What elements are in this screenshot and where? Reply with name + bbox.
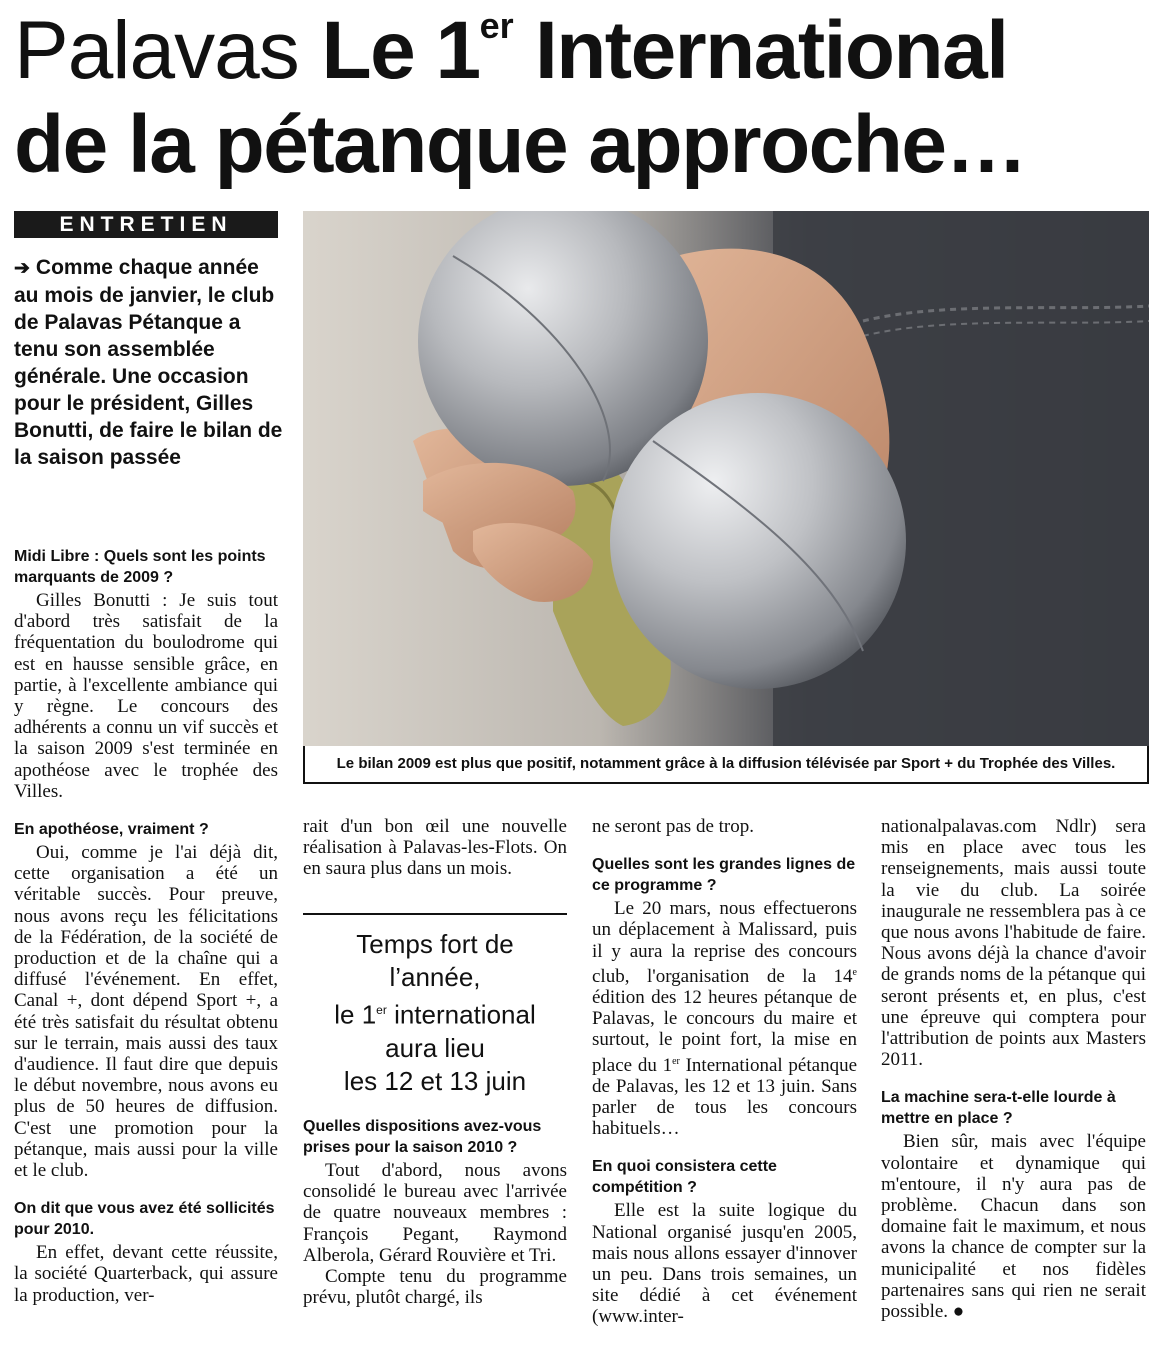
answer-text: Le 20 mars, nous effectuerons un déplacement à Malissard, puis il y aura la reprise des concours club, l'organisation de la 14 xyxy=(592,898,857,987)
column-1 xyxy=(14,546,278,1306)
interview-question: Quelles dispositions avez-vous prises pour la saison 2010 ? xyxy=(303,1118,542,1156)
headline-title-end: International xyxy=(513,5,1008,96)
interview-answer: Elle est la suite logique du National organisé jusqu'en 2005, mais nous allons essayer d'innover un peu. Dans trois semaines, un site dédié à cet événement (www.inter- xyxy=(592,1200,857,1328)
interview-question: Midi Libre : Quels sont les points marquants de 2009 ? xyxy=(14,548,266,586)
interview-question: Quelles sont les grandes lignes de ce programme ? xyxy=(592,856,856,895)
answer-text: Bien sûr, mais avec l'équipe volontaire et dynamique qui m'entoure, il n'y aura pas de problème. Chacun dans son domaine fait le maximum, et nous avons la chance de compter sur la municipalité et nos fidèles partenaires sans qui rien ne serait possible. xyxy=(881,1131,1146,1323)
interview-answer: Oui, comme je l'ai déjà dit, cette organisation a été un véritable succès. Pour preuve, nous avons reçu les félicitations de la Fédération, de la société de production et de la chaîne qui a diffusé l'événement. En effet, Canal +, dont dépend Sport +, a été très satisfait du résultat obtenu sur le terrain, mais aussi des taux d'audience. Il faut dire que depuis le début novembre, nous avons eu plus de 50 heures de diffusion. C'est une promotion pour la pétanque, mais aussi pour la ville et le club. xyxy=(14,842,278,1182)
lead-text: Comme chaque année au mois de janvier, le club de Palavas Pétanque a tenu son assemblée générale. Une occasion pour le président, Gilles Bonutti, de faire le bilan de la saison passée xyxy=(14,256,283,469)
interview-answer: Tout d'abord, nous avons consolidé le bureau avec l'arrivée de quatre nouveaux membres : François Pegant, Raymond Alberola, Gérard Rouvière et Tri. xyxy=(303,1160,567,1266)
answer-text: International pétanque de Palavas, les 12 et 13 juin. Sans parler de tous les concours habituels… xyxy=(592,1054,857,1140)
photo-caption: Le bilan 2009 est plus que positif, notamment grâce à la diffusion télévisée par Sport + du Trophée des Villes. xyxy=(303,746,1149,784)
pull-quote-superscript: er xyxy=(376,1003,387,1017)
pull-quote-line xyxy=(303,994,567,1032)
pull-quote xyxy=(303,928,567,1098)
interview-answer-continued: ne seront pas de trop. xyxy=(592,816,754,837)
column-2-lower xyxy=(303,1116,567,1308)
interview-answer: Gilles Bonutti : Je suis tout d'abord très satisfait de la fréquentation du boulodrome qui est en hausse sensible grâce, en partie, à l'excellente ambiance qui y règne. Le concours des adhérents a connu un vif succès et la saison 2009 s'est terminée en apothéose avec le trophée des Villes. xyxy=(14,590,278,802)
interview-question: En quoi consistera cette compétition ? xyxy=(592,1158,777,1197)
headline-place: Palavas xyxy=(14,5,299,96)
interview-answer: En effet, devant cette réussite, la société Quarterback, qui assure la production, ver- xyxy=(14,1242,278,1306)
column-3 xyxy=(592,816,857,1328)
pull-quote-line: les 12 et 13 juin xyxy=(343,1065,527,1096)
interview-question: La machine sera-t-elle lourde à mettre en place ? xyxy=(881,1089,1116,1128)
column-2 xyxy=(303,816,567,880)
pull-quote-text: le 1 xyxy=(334,999,377,1030)
interview-answer-continued: nationalpalavas.com Ndlr) sera mis en place avec tous les renseignements, mais aussi toute la vie du club. La soirée inaugurale ne ressemblera pas à ce que nous avons l'habitude de faire. Nous avons déjà la chance d'avoir de grands noms de la pétanque qui seront présents et, en plus, c'est une épreuve qui comptera pour l'attribution de points aux Masters 2011. xyxy=(881,816,1146,1071)
interview-answer xyxy=(592,898,857,1139)
petanque-balls-illustration xyxy=(303,211,1149,746)
headline-superscript: er xyxy=(479,5,514,46)
article-photo xyxy=(303,211,1149,746)
pull-quote-line: Temps fort de xyxy=(356,929,514,959)
answer-superscript: er xyxy=(672,1055,680,1067)
pull-quote-rule xyxy=(303,913,567,915)
pull-quote-line: l’année, xyxy=(389,962,481,992)
headline-line-1 xyxy=(14,5,1008,100)
interview-answer xyxy=(881,1131,1146,1322)
column-4 xyxy=(881,816,1146,1322)
headline-title-start: Le 1 xyxy=(321,5,480,96)
arrow-right-icon: ➔ xyxy=(14,258,30,279)
answer-text: édition des 12 heures pétanque de Palavas, le concours du maire et surtout, le point fort, la mise en place du 1 xyxy=(592,987,857,1076)
section-rubric: ENTRETIEN xyxy=(14,211,278,238)
answer-superscript: e xyxy=(852,966,857,978)
headline-line-2: de la pétanque approche… xyxy=(14,99,1026,190)
interview-question: En apothéose, vraiment ? xyxy=(14,821,209,839)
pull-quote-line: aura lieu xyxy=(385,1032,485,1063)
interview-answer: Compte tenu du programme prévu, plutôt chargé, ils xyxy=(303,1266,567,1309)
end-of-article-mark: ● xyxy=(952,1301,965,1323)
interview-answer-continued: rait d'un bon œil une nouvelle réalisation à Palavas-les-Flots. On en saura plus dans un mois. xyxy=(303,816,567,880)
interview-question: On dit que vous avez été sollicités pour 2010. xyxy=(14,1200,275,1239)
pull-quote-text: international xyxy=(386,999,536,1030)
article-lead xyxy=(14,254,284,471)
